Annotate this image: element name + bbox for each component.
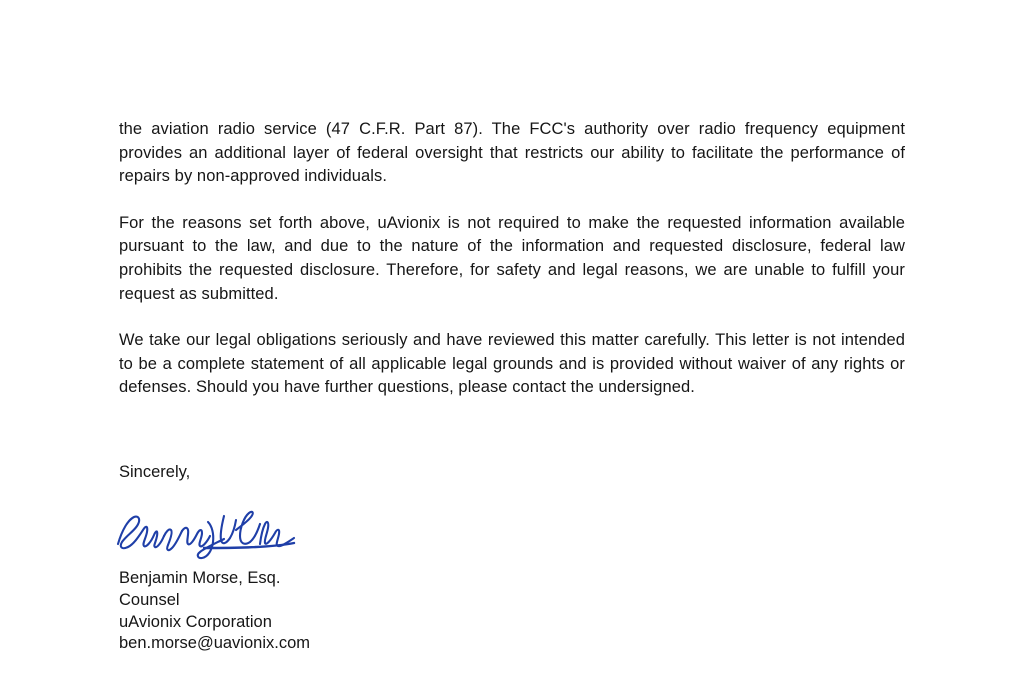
signer-organization: uAvionix Corporation — [119, 612, 272, 631]
body-paragraph-2: For the reasons set forth above, uAvionix is not required to make the requested information available pursuant to the law, and due to the nature of the information and requested disclosure, federal law prohibits the requested disclosure. Therefore, for safety and legal reasons, we are unable to fulfill your request as submitted. — [119, 213, 905, 303]
signer-name: Benjamin Morse, Esq. — [119, 569, 281, 587]
closing-salutation: Sincerely, — [119, 463, 191, 481]
signer-title: Counsel — [119, 590, 180, 609]
signer-email: ben.morse@uavionix.com — [119, 634, 310, 653]
body-paragraph-1: the aviation radio service (47 C.F.R. Part 87). The FCC's authority over radio frequency equipment provides an additional layer of federal oversight that restricts our ability to facilitate the performance of repairs by non-approved individuals. — [119, 120, 905, 186]
signature-image — [108, 500, 348, 562]
letter-body — [119, 118, 905, 400]
body-paragraph-3: We take our legal obligations seriously and have reviewed this matter carefully. This letter is not intended to be a complete statement of all applicable legal grounds and is provided without waiver of any rights or defenses. Should you have further questions, please contact the undersigned. — [119, 331, 905, 397]
signature-block — [119, 568, 310, 655]
